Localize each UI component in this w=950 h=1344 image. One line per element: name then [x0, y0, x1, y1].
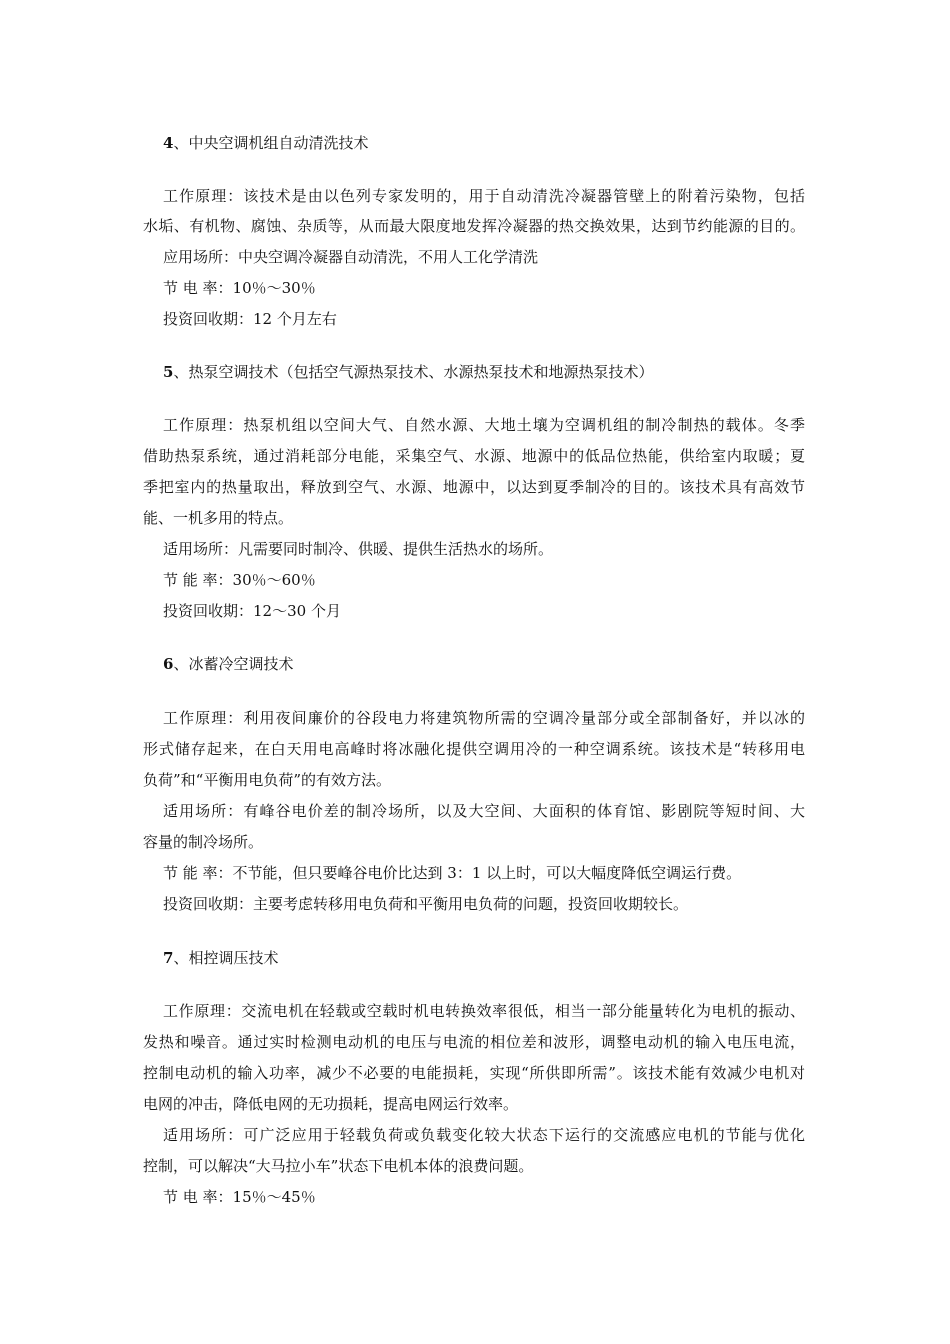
paragraph-line: 节 能 率：30％～60％: [163, 571, 316, 589]
paragraph-line: 工作原理：该技术是由以色列专家发明的，用于自动清洗冷凝器管壁上的附着污染物，包括: [163, 187, 805, 205]
section-number: 5: [163, 363, 174, 381]
paragraph-line: 电网的冲击，降低电网的无功损耗，提高电网运行效率。: [143, 1095, 519, 1113]
paragraph-line: 能、一机多用的特点。: [143, 509, 294, 527]
paragraph-line: 工作原理：交流电机在轻载或空载时机电转换效率很低，相当一部分能量转化为电机的振动、: [163, 1002, 805, 1020]
paragraph-line: 借助热泵系统，通过消耗部分电能，采集空气、水源、地源中的低品位热能，供给室内取暖；夏: [143, 447, 805, 465]
paragraph-line: 节 电 率：15％～45％: [163, 1188, 316, 1206]
paragraph-line: 负荷”和“平衡用电负荷”的有效方法。: [143, 771, 392, 789]
paragraph-line: 投资回收期：12 个月左右: [163, 310, 337, 328]
paragraph-line: 投资回收期：主要考虑转移用电负荷和平衡用电负荷的问题，投资回收期较长。: [163, 895, 689, 913]
section-title: 、冰蓄冷空调技术: [173, 655, 294, 673]
paragraph-line: 控制，可以解决“大马拉小车”状态下电机本体的浪费问题。: [143, 1157, 534, 1175]
paragraph-line: 适用场所：凡需要同时制冷、供暖、提供生活热水的场所。: [163, 540, 554, 558]
section-title: 、热泵空调技术（包括空气源热泵技术、水源热泵技术和地源热泵技术）: [173, 363, 654, 381]
paragraph-line: 应用场所：中央空调冷凝器自动清洗，不用人工化学清洗: [163, 248, 539, 266]
section-number: 7: [163, 949, 174, 967]
paragraph-line: 节 电 率：10％～30％: [163, 279, 316, 297]
paragraph-line: 控制电动机的输入功率，减少不必要的电能损耗，实现“所供即所需”。该技术能有效减少电机对: [143, 1064, 805, 1082]
section-number: 4: [163, 134, 174, 152]
paragraph-line: 容量的制冷场所。: [143, 833, 264, 851]
paragraph-line: 工作原理：热泵机组以空间大气、自然水源、大地土壤为空调机组的制冷制热的载体。冬季: [163, 416, 805, 434]
paragraph-line: 适用场所：有峰谷电价差的制冷场所，以及大空间、大面积的体育馆、影剧院等短时间、大: [163, 802, 805, 820]
section-heading-4: [163, 133, 368, 153]
section-number: 6: [163, 655, 174, 673]
section-title: 、中央空调机组自动清洗技术: [173, 134, 369, 152]
paragraph-line: 工作原理：利用夜间廉价的谷段电力将建筑物所需的空调冷量部分或全部制备好，并以冰的: [163, 709, 805, 727]
section-heading-7: [163, 948, 278, 968]
paragraph-line: 投资回收期：12～30 个月: [163, 602, 341, 620]
paragraph-line: 发热和噪音。通过实时检测电动机的电压与电流的相位差和波形，调整电动机的输入电压电流，: [143, 1033, 805, 1051]
section-title: 、相控调压技术: [173, 949, 279, 967]
section-heading-6: [163, 654, 293, 674]
paragraph-line: 适用场所：可广泛应用于轻载负荷或负载变化较大状态下运行的交流感应电机的节能与优化: [163, 1126, 805, 1144]
paragraph-line: 季把室内的热量取出，释放到空气、水源、地源中，以达到夏季制冷的目的。该技术具有高效节: [143, 478, 805, 496]
paragraph-line: 形式储存起来，在白天用电高峰时将冰融化提供空调用冷的一种空调系统。该技术是“转移用电: [143, 740, 805, 758]
paragraph-line: 节 能 率：不节能，但只要峰谷电价比达到 3：1 以上时，可以大幅度降低空调运行费。: [163, 864, 742, 882]
paragraph-line: 水垢、有机物、腐蚀、杂质等，从而最大限度地发挥冷凝器的热交换效果，达到节约能源的目的。: [143, 217, 805, 235]
section-heading-5: [163, 362, 653, 382]
